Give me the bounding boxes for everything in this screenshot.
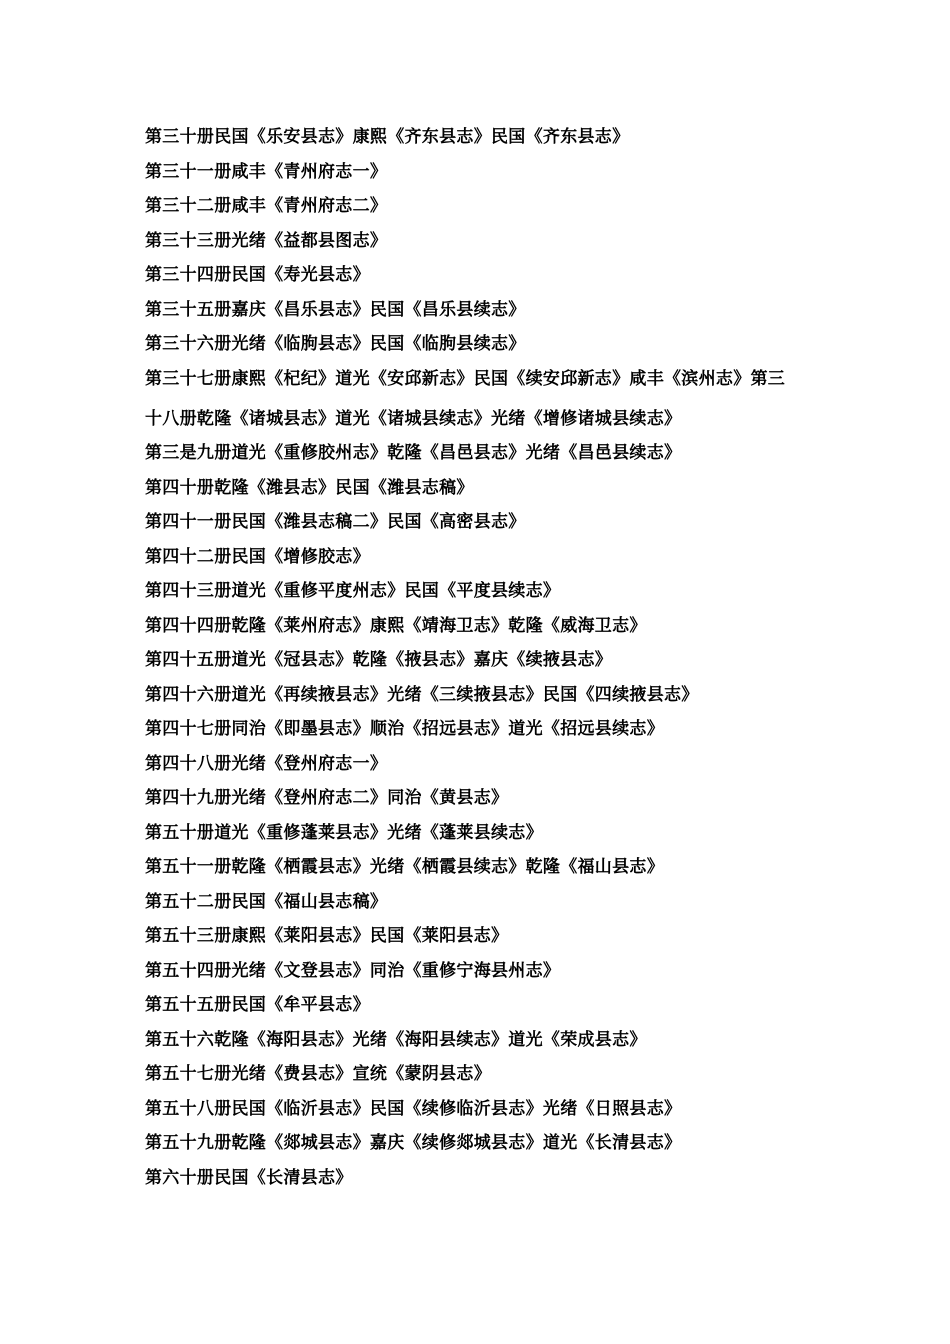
text-line: 第三十二册咸丰《青州府志二》 [145, 196, 388, 216]
text-line: 第三十七册康熙《杞纪》道光《安邱新志》民国《续安邱新志》咸丰《滨州志》第三 [145, 368, 786, 389]
text-line: 第五十九册乾隆《郯城县志》嘉庆《续修郯城县志》道光《长清县志》 [145, 1133, 682, 1153]
text-line: 第四十八册光绪《登州府志一》 [145, 753, 388, 774]
text-line: 第三十五册嘉庆《昌乐县志》民国《昌乐县续志》 [145, 299, 526, 320]
text-line: 第四十六册道光《再续掖县志》光绪《三续掖县志》民国《四续掖县志》 [145, 684, 699, 705]
text-line: 第四十三册道光《重修平度州志》民国《平度县续志》 [145, 581, 561, 601]
text-line: 第五十八册民国《临沂县志》民国《续修临沂县志》光绪《日照县志》 [145, 1098, 682, 1119]
text-line: 第五十六乾隆《海阳县志》光绪《海阳县续志》道光《荣成县志》 [145, 1029, 647, 1050]
text-line: 第五十二册民国《福山县志稿》 [145, 891, 388, 912]
text-line: 第五十四册光绪《文登县志》同治《重修宁海县州志》 [145, 960, 561, 981]
text-line: 第三是九册道光《重修胶州志》乾隆《昌邑县志》光绪《昌邑县续志》 [145, 443, 682, 463]
text-line: 第五十五册民国《牟平县志》 [145, 995, 370, 1015]
text-line: 第四十七册同治《即墨县志》顺治《招远县志》道光《招远县续志》 [145, 719, 664, 739]
text-line: 第五十三册康熙《莱阳县志》民国《莱阳县志》 [145, 926, 509, 946]
text-line: 第五十册道光《重修蓬莱县志》光绪《蓬莱县续志》 [145, 822, 543, 843]
text-line: 第四十册乾隆《潍县志》民国《潍县志稿》 [145, 477, 474, 498]
text-line: 第四十一册民国《潍县志稿二》民国《高密县志》 [145, 512, 526, 532]
text-line: 第三十四册民国《寿光县志》 [145, 265, 370, 285]
text-line: 第三十三册光绪《益都县图志》 [145, 230, 388, 251]
text-line: 第四十四册乾隆《莱州府志》康熙《靖海卫志》乾隆《威海卫志》 [145, 615, 647, 636]
document-body [145, 120, 845, 1195]
text-line: 第四十五册道光《冠县志》乾隆《掖县志》嘉庆《续掖县志》 [145, 650, 613, 670]
text-line: 第六十册民国《长清县志》 [145, 1167, 353, 1188]
text-line: 第四十二册民国《增修胶志》 [145, 546, 370, 567]
text-line: 第五十七册光绪《费县志》宣统《蒙阴县志》 [145, 1064, 491, 1084]
text-line: 第五十一册乾隆《栖霞县志》光绪《栖霞县续志》乾隆《福山县志》 [145, 857, 664, 877]
text-line: 十八册乾隆《诸城县志》道光《诸城县续志》光绪《增修诸城县续志》 [145, 408, 682, 429]
text-line: 第三十册民国《乐安县志》康熙《齐东县志》民国《齐东县志》 [145, 127, 630, 147]
text-line: 第三十一册咸丰《青州府志一》 [145, 161, 388, 182]
text-line: 第三十六册光绪《临朐县志》民国《临朐县续志》 [145, 334, 526, 354]
text-line: 第四十九册光绪《登州府志二》同治《黄县志》 [145, 788, 509, 808]
